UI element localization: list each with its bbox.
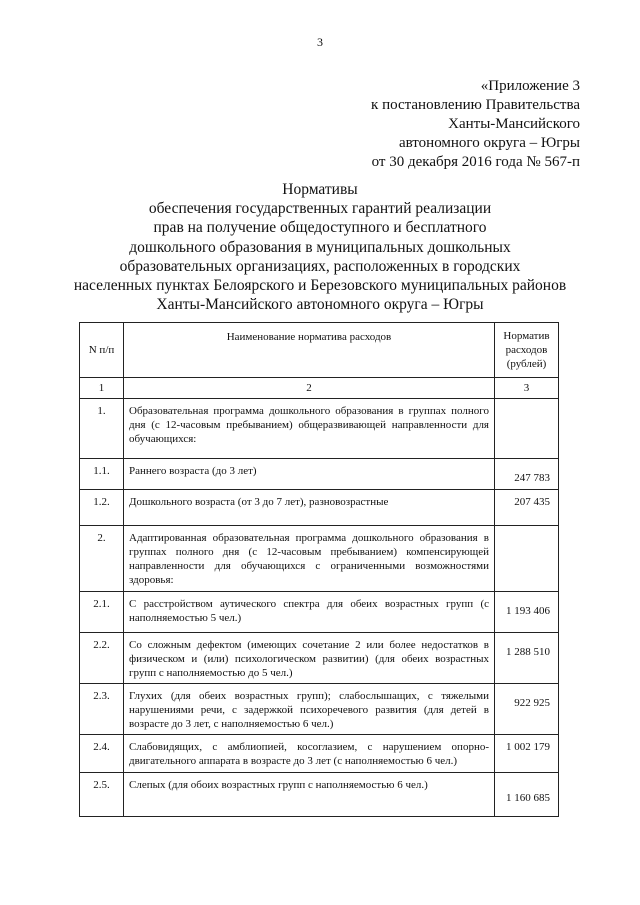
title-line: дошкольного образования в муниципальных дошкольных: [129, 238, 511, 256]
row-value: 207 435: [495, 490, 559, 526]
title-line: Ханты-Мансийского автономного округа – Югры: [156, 296, 484, 314]
appendix-line: от 30 декабря 2016 года № 567-п: [371, 154, 580, 170]
row-value: 1 193 406: [495, 592, 559, 633]
appendix-line: Ханты-Мансийского: [448, 116, 580, 132]
header-name: Наименование норматива расходов: [124, 323, 495, 378]
title-line: прав на получение общедоступного и бесплатного: [153, 219, 487, 237]
title-line: обеспечения государственных гарантий реализации: [148, 200, 492, 218]
table-row: [80, 773, 559, 817]
row-value: 247 783: [495, 459, 559, 490]
title-line: населенных пунктах Белоярского и Березовского муниципальных районов: [73, 277, 567, 295]
column-index-row: [80, 378, 559, 399]
appendix-line: автономного округа – Югры: [398, 135, 580, 151]
title-line: Нормативы: [282, 181, 358, 198]
appendix-line: «Приложение 3: [480, 78, 580, 94]
row-value: [495, 399, 559, 459]
norms-table: [79, 322, 559, 817]
row-number: 1.1.: [80, 459, 124, 490]
table-row: [80, 459, 559, 490]
row-value: 1 160 685: [495, 773, 559, 817]
document-title: [70, 180, 570, 314]
table-row: [80, 633, 559, 684]
row-name: Раннего возраста (до 3 лет): [124, 459, 495, 490]
row-value: [495, 526, 559, 592]
header-number: N п/п: [80, 323, 124, 378]
column-index: 3: [495, 378, 559, 399]
row-number: 2.1.: [80, 592, 124, 633]
row-number: 2.3.: [80, 684, 124, 735]
row-name: Дошкольного возраста (от 3 до 7 лет), разновозрастные: [124, 490, 495, 526]
row-value: 922 925: [495, 684, 559, 735]
row-value: 1 288 510: [495, 633, 559, 684]
table-row: [80, 684, 559, 735]
table-row: [80, 526, 559, 592]
table-header-row: [80, 323, 559, 378]
row-number: 2.4.: [80, 735, 124, 773]
row-name: Адаптированная образовательная программа дошкольного образования в группах полного дня (с 12-часовым пребыванием) компенсирующей направленности для обучающихся с ограниченными возможностями здоровья:: [124, 526, 495, 592]
row-name: Образовательная программа дошкольного образования в группах полного дня (с 12-часовым пребыванием) общеразвивающей направленности для обучающихся:: [124, 399, 495, 459]
row-name: Со сложным дефектом (имеющих сочетание 2 или более недостатков в физическом и (или) психологическом развитии) (для обеих возрастных групп с наполняемостью до 5 чел.): [124, 633, 495, 684]
appendix-reference: [371, 77, 580, 172]
row-number: 2.5.: [80, 773, 124, 817]
column-index: 1: [80, 378, 124, 399]
row-name: Глухих (для обеих возрастных групп); слабослышащих, с тяжелыми нарушениями речи, с задержкой психоречевого развития (для детей в возрасте до 3 лет, с наполняемостью 6 чел.): [124, 684, 495, 735]
row-number: 2.2.: [80, 633, 124, 684]
column-index: 2: [124, 378, 495, 399]
row-name: Слепых (для обоих возрастных групп с наполняемостью 6 чел.): [124, 773, 495, 817]
table-row: [80, 735, 559, 773]
row-value: 1 002 179: [495, 735, 559, 773]
table-row: [80, 399, 559, 459]
row-number: 2.: [80, 526, 124, 592]
appendix-line: к постановлению Правительства: [371, 97, 580, 113]
table-row: [80, 592, 559, 633]
row-name: Слабовидящих, с амблиопией, косоглазием, с нарушением опорно-двигательного аппарата в возрасте до 3 лет (с наполняемостью 6 чел.): [124, 735, 495, 773]
row-number: 1.2.: [80, 490, 124, 526]
header-value: Норматив расходов (рублей): [495, 323, 559, 378]
page-number: 3: [317, 35, 323, 49]
title-line: образовательных организациях, расположенных в городских: [119, 257, 521, 275]
row-number: 1.: [80, 399, 124, 459]
table-row: [80, 490, 559, 526]
row-name: С расстройством аутического спектра для обеих возрастных групп (с наполняемостью 5 чел.): [124, 592, 495, 633]
